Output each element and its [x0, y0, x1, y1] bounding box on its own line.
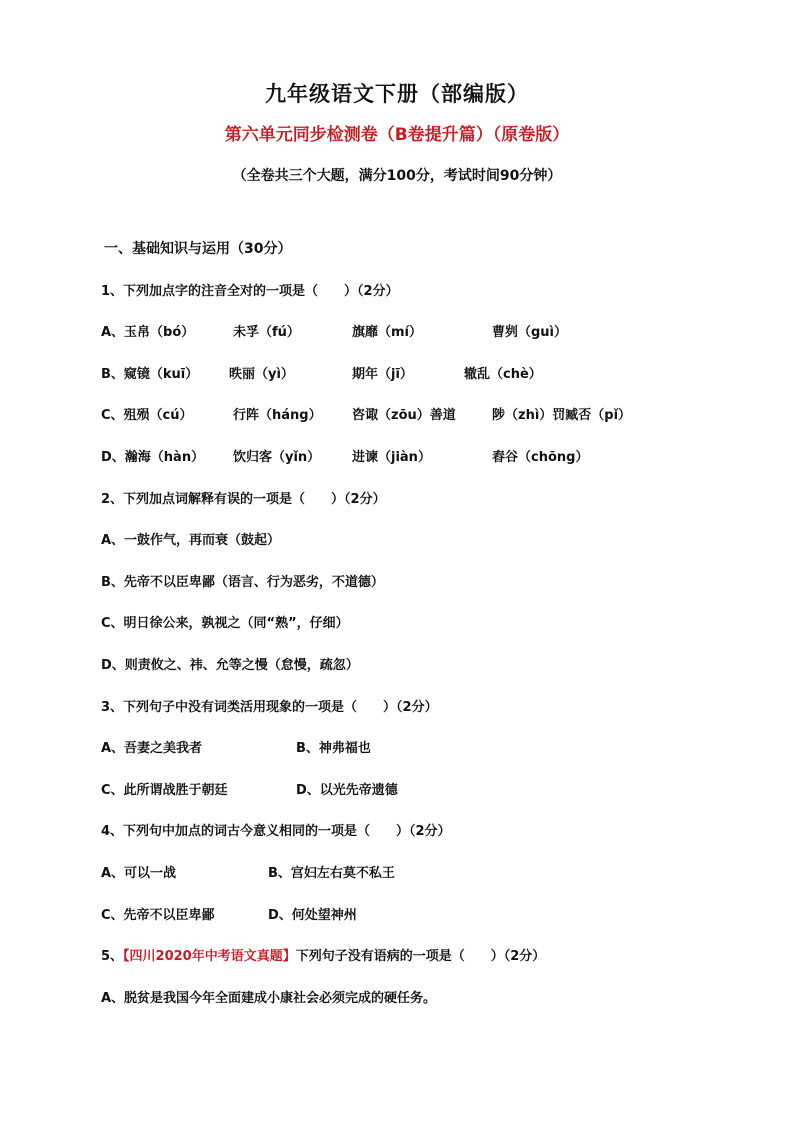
q4-option-d: D、何处望神州 [268, 908, 357, 923]
q1-option-c-2: 行阵（háng） [233, 408, 322, 423]
question-5-text: 下列句子没有语病的一项是（ ）（2分） [295, 949, 546, 964]
question-2-stem: 2、下列加点词解释有误的一项是（ ）（2分） [101, 492, 386, 507]
q4-option-a: A、可以一战 [101, 866, 177, 881]
q1-option-a-4: 曹刿（guì） [492, 325, 568, 340]
question-1-stem: 1、下列加点字的注音全对的一项是（ ）（2分） [101, 284, 399, 299]
q1-option-d-3: 进谏（jiàn） [352, 450, 431, 465]
document-title: 九年级语文下册（部编版） [265, 82, 529, 106]
q3-option-a: A、吾妻之美我者 [101, 741, 203, 756]
q3-option-b: B、神弗福也 [296, 741, 371, 756]
q1-option-c-4: 陟（zhì）罚臧否（pǐ） [492, 408, 632, 423]
q1-option-a-3: 旗靡（mí） [352, 325, 423, 340]
q1-option-d-1: D、瀚海（hàn） [101, 450, 205, 465]
q1-option-c-3: 咨诹（zōu）善道 [352, 408, 456, 423]
question-5-stem [101, 950, 545, 963]
section-heading: 一、基础知识与运用（30分） [104, 241, 292, 257]
question-5-source: 【四川2020年中考语文真题】 [123, 949, 296, 964]
q1-option-b-3: 期年（jī） [352, 367, 413, 382]
q2-option-d: D、则责攸之、祎、允等之慢（怠慢，疏忽） [101, 658, 359, 673]
q3-option-c: C、此所谓战胜于朝廷 [101, 783, 228, 798]
q1-option-d-4: 舂谷（chōng） [492, 450, 589, 465]
q1-option-b-1: B、窥镜（kuī） [101, 367, 199, 382]
q4-option-b: B、宫妇左右莫不私王 [268, 866, 395, 881]
q1-option-c-1: C、殂殒（cú） [101, 408, 193, 423]
q1-option-a-2: 未孚（fú） [233, 325, 300, 340]
q1-option-a-1: A、玉帛（bó） [101, 325, 195, 340]
q5-option-a: A、脱贫是我国今年全面建成小康社会必须完成的硬任务。 [101, 991, 437, 1006]
q1-option-b-4: 辙乱（chè） [464, 367, 542, 382]
q2-option-b: B、先帝不以臣卑鄙（语言、行为恶劣，不道德） [101, 575, 384, 590]
q4-option-c: C、先帝不以臣卑鄙 [101, 908, 215, 923]
q2-option-a: A、一鼓作气，再而衰（鼓起） [101, 533, 281, 548]
q2-option-c: C、明日徐公来，孰视之（同“熟”，仔细） [101, 616, 349, 631]
question-5-number: 5、 [101, 949, 124, 964]
question-3-stem: 3、下列句子中没有词类活用现象的一项是（ ）（2分） [101, 700, 438, 715]
q1-option-b-2: 昳丽（yì） [229, 367, 294, 382]
exam-note: （全卷共三个大题，满分100分，考试时间90分钟） [232, 168, 562, 184]
document-subtitle: 第六单元同步检测卷（B卷提升篇）（原卷版） [224, 125, 570, 145]
q3-option-d: D、以光先帝遗德 [296, 783, 398, 798]
q1-option-d-2: 饮归客（yǐn） [233, 450, 321, 465]
question-4-stem: 4、下列句中加点的词古今意义相同的一项是（ ）（2分） [101, 824, 451, 839]
